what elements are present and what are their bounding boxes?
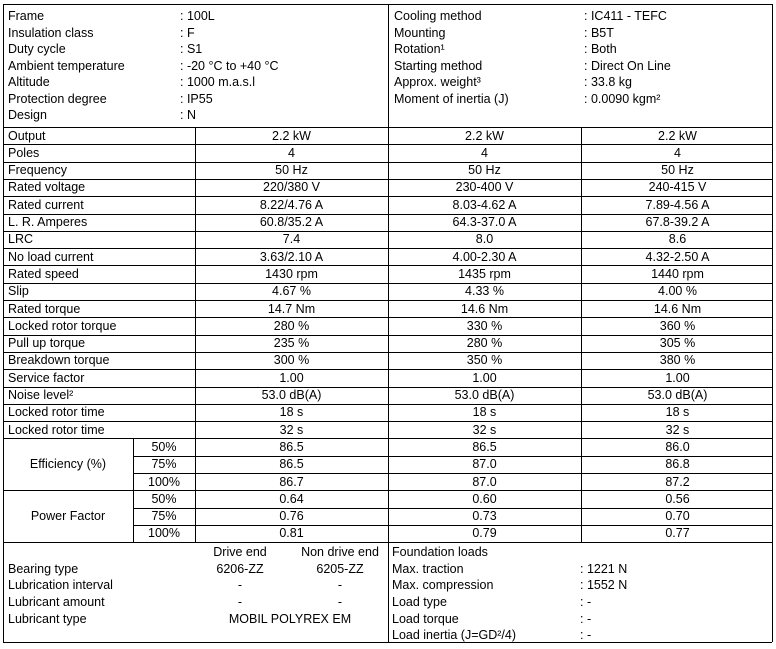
param-label: No load current [8, 249, 94, 264]
param-value: 7.4 [282, 232, 301, 247]
efficiency-value: 86.5 [472, 439, 497, 454]
load-label: 50% [151, 491, 177, 506]
power-factor-value: 0.60 [472, 491, 497, 506]
param-label: Locked rotor torque [8, 318, 117, 333]
param-value: 14.6 Nm [460, 301, 509, 316]
spec-value: : 0.0090 kgm² [584, 91, 661, 106]
param-value: 1.00 [279, 370, 304, 385]
param-value: 305 % [659, 336, 696, 351]
spec-value: : S1 [180, 42, 203, 56]
grid-line [3, 542, 4, 642]
param-value: 2.2 kW [272, 128, 311, 143]
efficiency-value: 86.0 [665, 439, 690, 454]
param-label: L. R. Amperes [8, 215, 88, 229]
param-value: 350 % [466, 353, 503, 368]
foundation-title: Foundation loads [392, 545, 488, 560]
param-value: 1430 rpm [265, 266, 318, 281]
param-value: 18 s [279, 405, 304, 420]
param-label: Output [8, 128, 46, 143]
power-factor-label: Power Factor [30, 509, 106, 524]
param-value: 7.89-4.56 A [645, 197, 710, 212]
param-value: 330 % [466, 318, 503, 333]
param-label: Noise level² [8, 388, 74, 402]
bearing-value: 6205-ZZ [316, 561, 364, 576]
load-label: 100% [148, 474, 180, 489]
param-value: 280 % [466, 336, 503, 351]
bearing-label: Lubrication interval [8, 578, 113, 593]
param-label: LRC [8, 232, 34, 247]
bearing-value: 6206-ZZ [216, 561, 264, 576]
spec-label: Mounting [394, 25, 446, 40]
efficiency-value: 87.0 [472, 457, 497, 472]
param-label: Slip [8, 284, 29, 299]
param-value: 8.6 [668, 232, 687, 247]
param-value: 2.2 kW [658, 128, 697, 143]
spec-value: : B5T [584, 25, 614, 40]
foundation-label: Load inertia (J=GD²/4) [392, 628, 517, 643]
grid-line [772, 542, 773, 642]
foundation-value: : 1221 N [580, 561, 628, 576]
param-value: 4 [481, 145, 488, 160]
spec-value: : IC411 - TEFC [584, 9, 667, 23]
non-drive-end-header: Non drive end [301, 545, 379, 560]
param-value: 8.22/4.76 A [259, 197, 324, 212]
bearing-label: Lubricant type [8, 611, 87, 626]
param-value: 1.00 [665, 370, 690, 385]
foundation-value: : - [580, 594, 592, 609]
param-value: 53.0 dB(A) [454, 388, 515, 402]
bearing-value: - [237, 594, 243, 609]
param-value: 360 % [659, 318, 696, 333]
drive-end-header: Drive end [213, 545, 267, 560]
param-value: 4.32-2.50 A [645, 249, 710, 264]
spec-value: : -20 °C to +40 °C [180, 58, 279, 73]
param-value: 280 % [273, 318, 310, 333]
spec-label: Duty cycle [8, 42, 66, 56]
foundation-label: Max. traction [392, 561, 464, 576]
grid-line [388, 4, 389, 127]
efficiency-value: 87.2 [665, 474, 690, 489]
param-value: 18 s [472, 405, 497, 420]
bearing-label: Bearing type [8, 561, 79, 576]
param-label: Rated current [8, 197, 84, 212]
load-label: 75% [151, 509, 177, 524]
foundation-value: : 1552 N [580, 578, 628, 593]
param-label: Locked rotor time [8, 405, 105, 420]
power-factor-value: 0.70 [665, 509, 690, 524]
foundation-label: Load type [392, 594, 447, 609]
param-value: 18 s [665, 405, 690, 420]
efficiency-label: Efficiency (%) [29, 457, 107, 472]
bearing-value: - [337, 578, 343, 593]
spec-label: Rotation¹ [394, 42, 445, 56]
spec-label: Design [8, 108, 47, 122]
param-value: 8.03-4.62 A [452, 197, 517, 212]
param-label: Pull up torque [8, 336, 86, 351]
param-value: 50 Hz [275, 163, 308, 178]
efficiency-value: 86.7 [279, 474, 304, 489]
grid-line [3, 642, 772, 643]
param-value: 235 % [273, 336, 310, 351]
param-value: 32 s [472, 422, 497, 437]
bearing-label: Lubricant amount [8, 594, 105, 609]
spec-value: : 33.8 kg [584, 75, 632, 89]
power-factor-value: 0.73 [472, 509, 497, 524]
param-value: 4 [674, 145, 681, 160]
param-value: 1435 rpm [458, 266, 511, 281]
param-label: Rated voltage [8, 180, 86, 195]
foundation-label: Max. compression [392, 578, 494, 593]
spec-label: Altitude [8, 75, 50, 89]
param-label: Locked rotor time [8, 422, 105, 437]
spec-value: : IP55 [180, 91, 213, 106]
spec-label: Starting method [394, 58, 483, 73]
power-factor-value: 0.76 [279, 509, 304, 524]
param-label: Rated speed [8, 266, 79, 281]
param-value: 4.33 % [465, 284, 504, 299]
param-value: 220/380 V [263, 180, 320, 195]
param-value: 4.00-2.30 A [452, 249, 517, 264]
param-value: 2.2 kW [465, 128, 504, 143]
foundation-value: : - [580, 628, 592, 643]
efficiency-value: 87.0 [472, 474, 497, 489]
param-value: 64.3-37.0 A [452, 215, 517, 229]
param-value: 4 [288, 145, 295, 160]
param-value: 32 s [665, 422, 690, 437]
spec-value: : 100L [180, 9, 215, 23]
param-value: 60.8/35.2 A [259, 215, 324, 229]
bearing-value: - [237, 578, 243, 593]
spec-value: : F [180, 25, 195, 40]
param-value: 380 % [659, 353, 696, 368]
param-value: 53.0 dB(A) [261, 388, 322, 402]
param-value: 67.8-39.2 A [645, 215, 710, 229]
param-value: 50 Hz [661, 163, 694, 178]
param-value: 53.0 dB(A) [647, 388, 708, 402]
bearing-value: - [337, 594, 343, 609]
param-value: 300 % [273, 353, 310, 368]
param-value: 1.00 [472, 370, 497, 385]
power-factor-value: 0.64 [279, 491, 304, 506]
load-label: 100% [148, 526, 180, 541]
param-value: 1440 rpm [651, 266, 704, 281]
power-factor-value: 0.77 [665, 526, 690, 541]
param-value: 32 s [279, 422, 304, 437]
param-value: 8.0 [475, 232, 494, 247]
power-factor-value: 0.81 [279, 526, 304, 541]
efficiency-value: 86.5 [279, 439, 304, 454]
param-label: Rated torque [8, 301, 81, 316]
spec-label: Ambient temperature [8, 58, 125, 73]
efficiency-value: 86.5 [279, 457, 304, 472]
spec-value: : Direct On Line [584, 58, 671, 73]
param-label: Frequency [8, 163, 68, 178]
param-value: 14.6 Nm [653, 301, 702, 316]
param-value: 4.67 % [272, 284, 311, 299]
spec-value: : N [180, 108, 196, 122]
param-value: 3.63/2.10 A [259, 249, 324, 264]
param-value: 50 Hz [468, 163, 501, 178]
bearing-value: MOBIL POLYREX EM [228, 611, 352, 626]
param-label: Service factor [8, 370, 85, 385]
power-factor-value: 0.56 [665, 491, 690, 506]
spec-value: : 1000 m.a.s.l [180, 75, 256, 89]
grid-line [388, 542, 389, 642]
power-factor-value: 0.79 [472, 526, 497, 541]
param-label: Breakdown torque [8, 353, 110, 368]
spec-label: Cooling method [394, 9, 482, 23]
spec-label: Frame [8, 9, 45, 23]
load-label: 50% [151, 439, 177, 454]
param-value: 230-400 V [455, 180, 514, 195]
param-value: 4.00 % [658, 284, 697, 299]
param-label: Poles [8, 145, 40, 160]
param-value: 240-415 V [648, 180, 707, 195]
spec-value: : Both [584, 42, 617, 56]
spec-label: Protection degree [8, 91, 107, 106]
spec-label: Moment of inertia (J) [394, 91, 509, 106]
param-value: 14.7 Nm [267, 301, 316, 316]
load-label: 75% [151, 457, 177, 472]
efficiency-value: 86.8 [665, 457, 690, 472]
foundation-label: Load torque [392, 611, 459, 626]
spec-label: Insulation class [8, 25, 94, 40]
foundation-value: : - [580, 611, 592, 626]
spec-label: Approx. weight³ [394, 75, 481, 89]
